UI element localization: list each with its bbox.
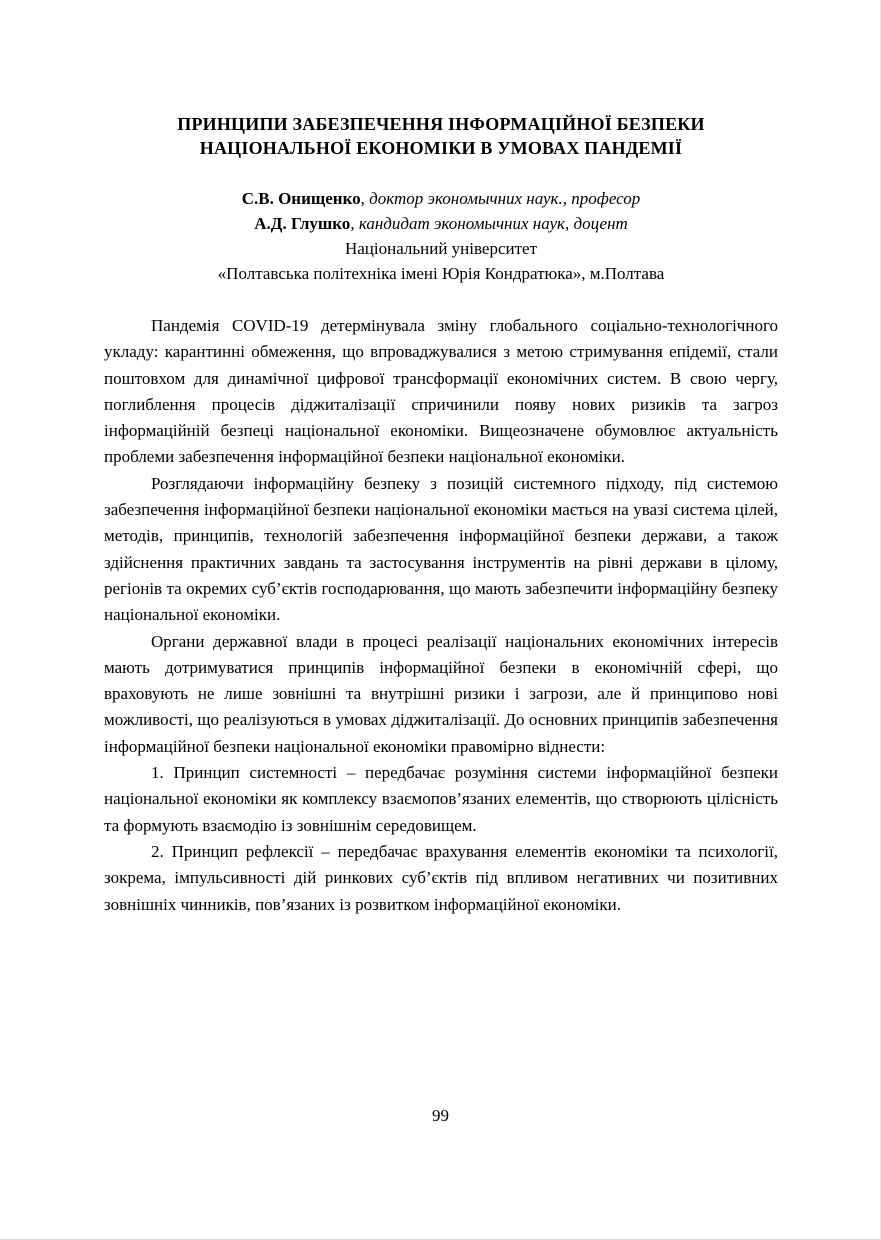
page-content bbox=[104, 112, 778, 918]
paragraph: 1. Принцип системності – передбачає розуміння системи інформаційної безпеки національної економіки як комплексу взаємопов’язаних елементів, що створюють цілісність та формують взаємодію із зовнішнім середовищем. bbox=[104, 763, 778, 835]
paper-title-line1: ПРИНЦИПИ ЗАБЕЗПЕЧЕННЯ ІНФОРМАЦІЙНОЇ БЕЗПЕКИ bbox=[177, 114, 705, 134]
page-number: 99 bbox=[432, 1106, 449, 1125]
byline-block bbox=[104, 186, 778, 286]
author-name: С.В. Онищенко bbox=[241, 189, 361, 208]
paragraph: Пандемія COVID-19 детермінувала зміну глобального соціально-технологічного укладу: карантинні обмеження, що впроваджувалися з метою стримування епідемії, стали поштовхом для динамічної цифрової трансформації економічних систем. В свою чергу, поглиблення процесів діджиталізації спричинили появу нових ризиків та загроз інформаційній безпеці національної економіки. Вищеозначене обумовлює актуальність проблеми забезпечення інформаційної безпеки національної економіки. bbox=[104, 316, 778, 467]
paragraph: 2. Принцип рефлексії – передбачає врахування елементів економіки та психології, зокрема, імпульсивності дій ринкових суб’єктів під впливом негативних чи позитивних зовнішніх чинників, пов’язаних із розвитком інформаційної економіки. bbox=[104, 841, 778, 914]
author-line bbox=[104, 211, 778, 236]
paragraph: Органи державної влади в процесі реалізації національних економічних інтересів мають дотримуватися принципів інформаційної безпеки в економічній сфері, що враховують не лише зовнішні та внутрішні ризики і загрози, але й принципово нові можливості, що реалізуються в умовах діджиталізації. До основних принципів забезпечення інформаційної безпеки національної економіки правомірно віднести: bbox=[104, 631, 778, 756]
affiliation-line: Національний університет bbox=[344, 239, 538, 258]
author-line bbox=[104, 186, 778, 211]
paper-title-line2: НАЦІОНАЛЬНОЇ ЕКОНОМІКИ В УМОВАХ ПАНДЕМІЇ bbox=[199, 138, 683, 158]
author-degree: , доктор экономычних наук., професор bbox=[360, 189, 641, 208]
paper-body bbox=[104, 313, 778, 918]
author-degree: , кандидат экономычних наук, доцент bbox=[350, 214, 628, 233]
paper-title bbox=[104, 112, 778, 160]
paragraph: Розглядаючи інформаційну безпеку з позицій системного підходу, під системою забезпечення інформаційної безпеки національної економіки мається на увазі система цілей, методів, принципів, технологій забезпечення інформаційної безпеки держави, а також здійснення практичних завдань та застосування інструментів на рівні держави в цілому, регіонів та окремих суб’єктів господарювання, що мають забезпечити інформаційну безпеку національної економіки. bbox=[104, 473, 778, 625]
author-name: А.Д. Глушко bbox=[254, 214, 351, 233]
affiliation-line: «Полтавська політехніка імені Юрія Кондратюка», м.Полтава bbox=[217, 264, 665, 283]
